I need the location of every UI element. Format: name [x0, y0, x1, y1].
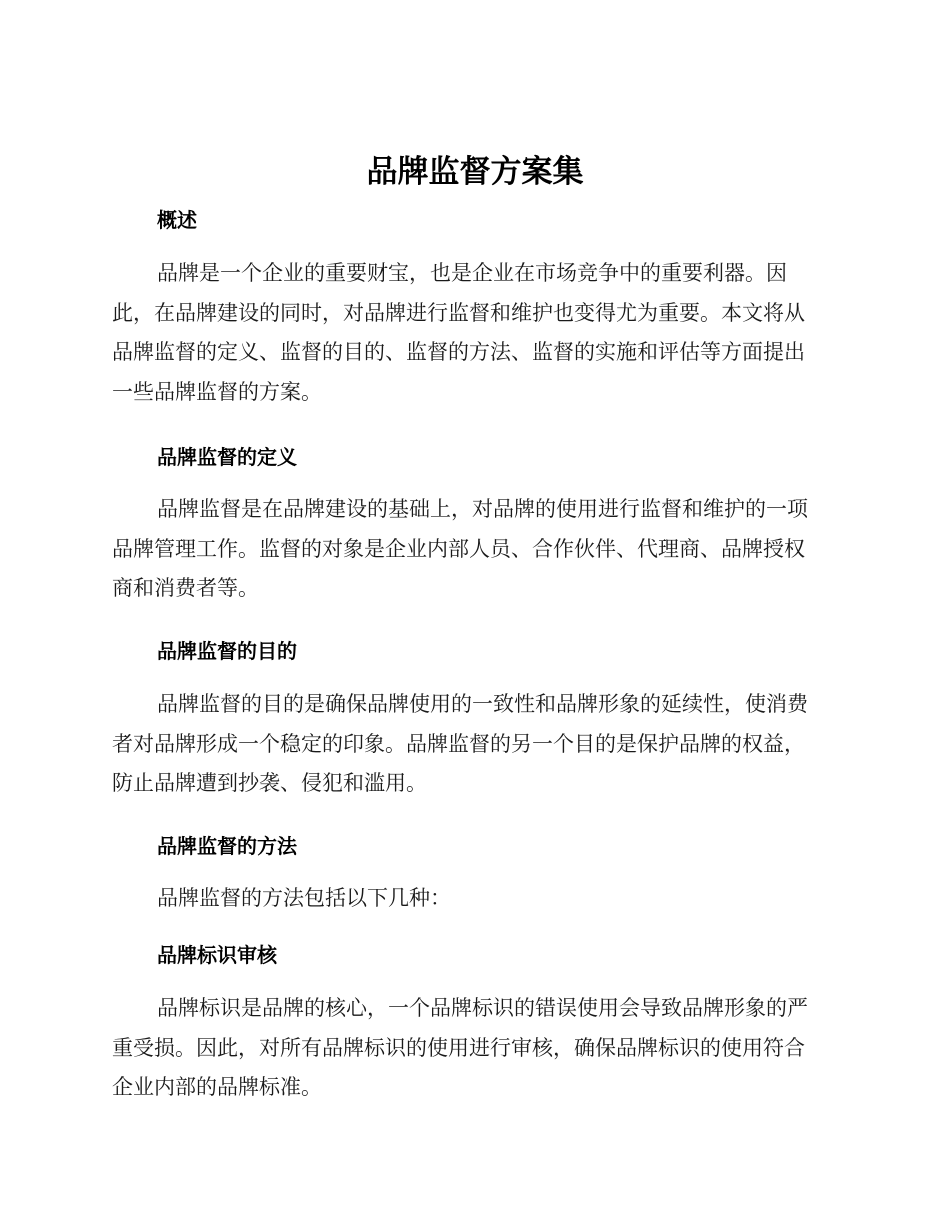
paragraph-line: 品牌监督的方法包括以下几种： [157, 886, 451, 910]
section-heading-purpose: 品牌监督的目的 [157, 639, 297, 663]
document-title: 品牌监督方案集 [366, 154, 584, 190]
section-paragraph-definition [112, 490, 830, 609]
paragraph-line: 者对品牌形成一个稳定的印象。品牌监督的另一个目的是保护品牌的权益， [112, 731, 805, 756]
section-paragraph-overview [112, 254, 830, 412]
paragraph-line: 品牌监督是在品牌建设的基础上，对品牌的使用进行监督和维护的一项 [157, 497, 808, 521]
paragraph-line: 一些品牌监督的方案。 [112, 379, 322, 404]
paragraph-line: 品牌是一个企业的重要财宝，也是企业在市场竞争中的重要利器。因 [157, 261, 787, 285]
section-heading-methods: 品牌监督的方法 [157, 834, 297, 858]
paragraph-line: 品牌监督的目的是确保品牌使用的一致性和品牌形象的延续性，使消费 [157, 692, 808, 716]
paragraph-line: 品牌监督的定义、监督的目的、监督的方法、监督的实施和评估等方面提出 [112, 340, 805, 364]
paragraph-line: 防止品牌遭到抄袭、侵犯和滥用。 [112, 771, 427, 795]
paragraph-line: 商和消费者等。 [112, 576, 259, 600]
paragraph-line: 此，在品牌建设的同时，对品牌进行监督和维护也变得尤为重要。本文将从 [112, 300, 805, 325]
section-paragraph-logo-review [112, 989, 830, 1108]
section-heading-logo-review: 品牌标识审核 [157, 943, 277, 967]
section-heading-overview: 概述 [157, 208, 197, 232]
paragraph-line: 企业内部的品牌标准。 [112, 1075, 322, 1099]
paragraph-line: 品牌标识是品牌的核心，一个品牌标识的错误使用会导致品牌形象的严 [157, 996, 808, 1020]
section-heading-definition: 品牌监督的定义 [157, 445, 297, 469]
paragraph-line: 品牌管理工作。监督的对象是企业内部人员、合作伙伴、代理商、品牌授权 [112, 536, 805, 561]
paragraph-line: 重受损。因此，对所有品牌标识的使用进行审核，确保品牌标识的使用符合 [112, 1035, 805, 1060]
section-paragraph-purpose [112, 685, 830, 804]
section-paragraph-methods [112, 879, 830, 919]
